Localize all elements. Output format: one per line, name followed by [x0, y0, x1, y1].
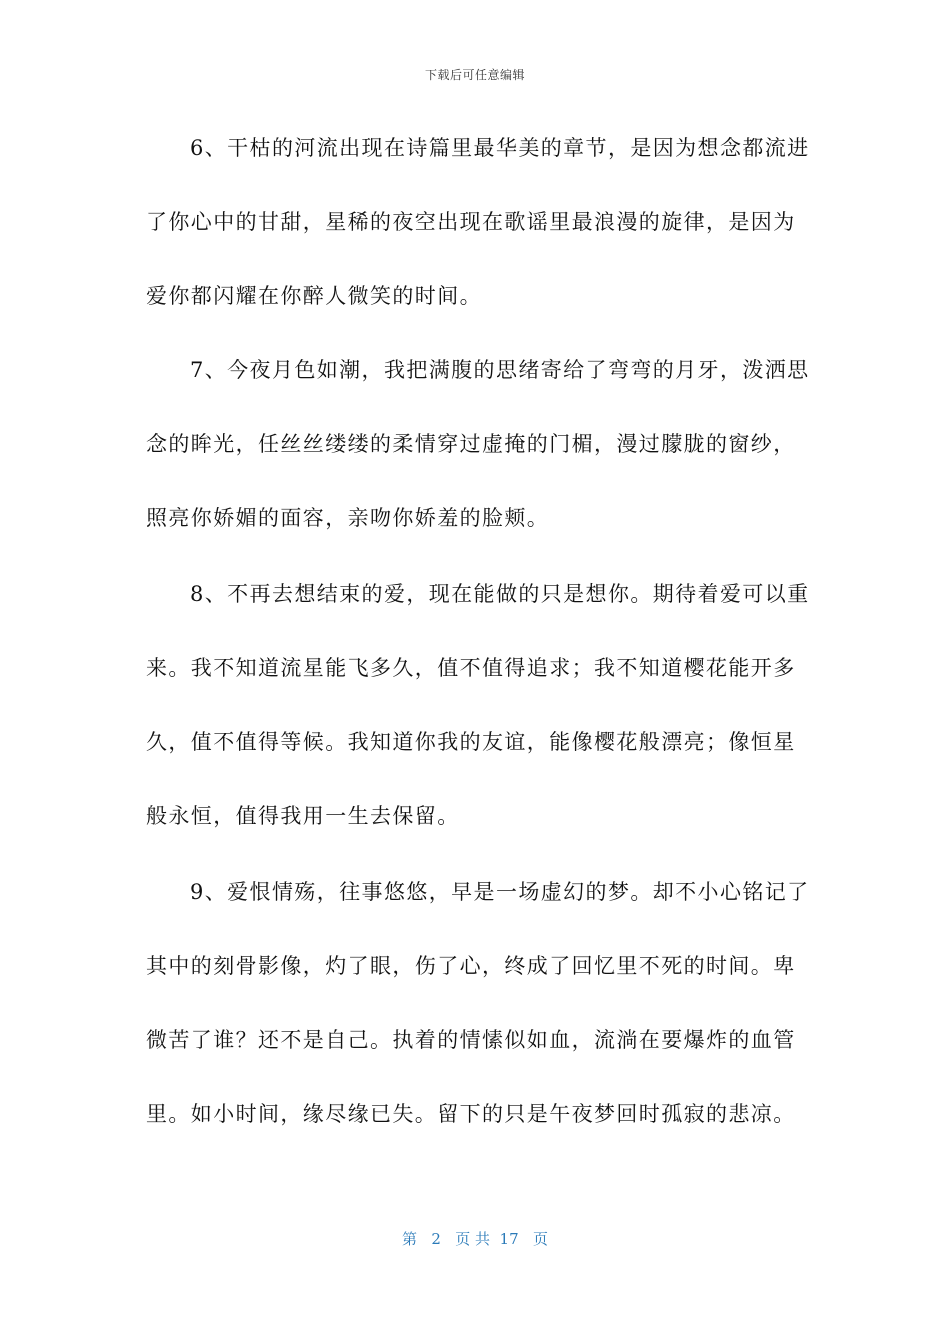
footer-total-pages: 17 [499, 1230, 519, 1248]
paragraph-9-line-4: 里。如小时间，缘尽缘已失。留下的只是午夜梦回时孤寂的悲凉。 [146, 1102, 796, 1126]
page-header: 下载后可任意编辑 [424, 68, 525, 82]
paragraph-9-line-1: 9、爱恨情殇，往事悠悠，早是一场虚幻的梦。却不小心铭记了 [190, 880, 810, 904]
paragraph-7-line-1: 7、今夜月色如潮，我把满腹的思绪寄给了弯弯的月牙，泼洒思 [190, 358, 810, 382]
paragraph-9-line-2: 其中的刻骨影像，灼了眼，伤了心，终成了回忆里不死的时间。卑 [146, 954, 796, 978]
footer-suffix: 页 [532, 1230, 548, 1248]
paragraph-7-line-2: 念的眸光，任丝丝缕缕的柔情穿过虚掩的门楣，漫过朦胧的窗纱， [146, 432, 796, 456]
paragraph-8-line-4: 般永恒，值得我用一生去保留。 [146, 804, 460, 828]
footer-middle: 页 共 [455, 1230, 490, 1248]
paragraph-8-line-3: 久，值不值得等候。我知道你我的友谊，能像樱花般漂亮；像恒星 [146, 730, 796, 754]
footer-prefix: 第 [402, 1230, 418, 1248]
paragraph-9-line-3: 微苦了谁？还不是自己。执着的情愫似如血，流淌在要爆炸的血管 [146, 1028, 796, 1052]
page-footer [0, 1228, 950, 1249]
paragraph-6-line-3: 爱你都闪耀在你醉人微笑的时间。 [146, 284, 482, 308]
paragraph-6-line-2: 了你心中的甘甜，星稀的夜空出现在歌谣里最浪漫的旋律，是因为 [146, 210, 796, 234]
paragraph-8-line-1: 8、不再去想结束的爱，现在能做的只是想你。期待着爱可以重 [190, 582, 810, 606]
paragraph-7-line-3: 照亮你娇媚的面容，亲吻你娇羞的脸颊。 [146, 506, 550, 530]
paragraph-6-line-1: 6、干枯的河流出现在诗篇里最华美的章节，是因为想念都流进 [190, 136, 810, 160]
paragraph-8-line-2: 来。我不知道流星能飞多久，值不值得追求；我不知道樱花能开多 [146, 656, 796, 680]
footer-page-number: 2 [431, 1230, 441, 1248]
